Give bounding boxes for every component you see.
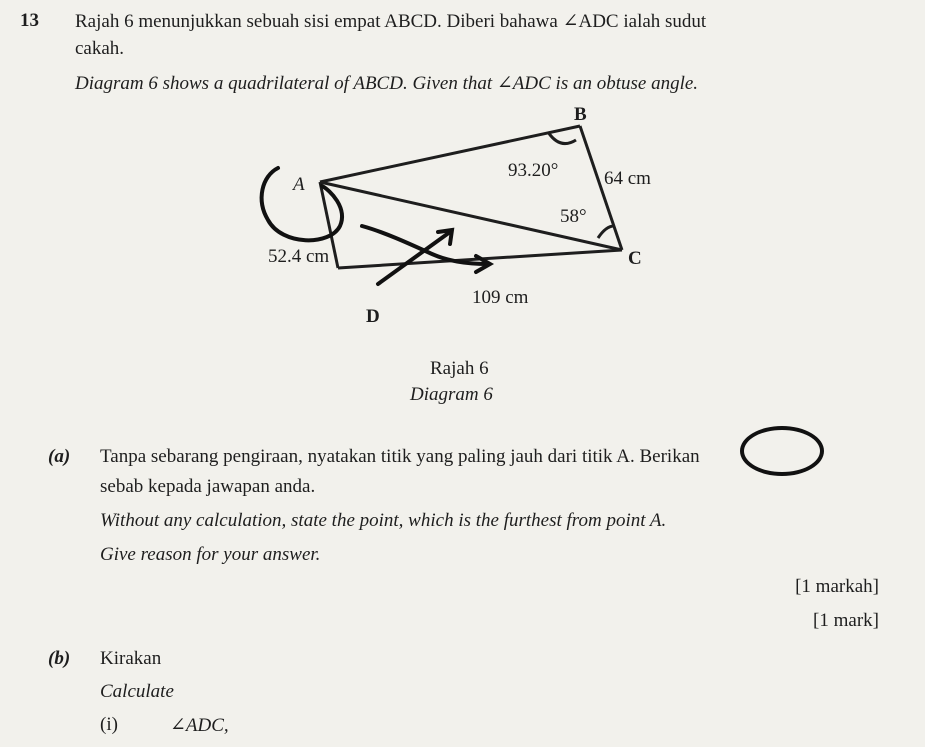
part-a-malay-1: Tanpa sebarang pengiraan, nyatakan titik yang paling jauh dari titik A. Berikan — [100, 446, 700, 467]
vertex-c-label: C — [628, 248, 642, 269]
part-b-malay: Kirakan — [100, 648, 162, 669]
part-b-english: Calculate — [100, 681, 174, 702]
side-bc-label: 64 cm — [604, 168, 651, 189]
vertex-b-label: B — [574, 104, 587, 125]
part-a-english-1: Without any calculation, state the point, which is the furthest from point A. — [100, 510, 667, 531]
part-a-malay-2: sebab kepada jawapan anda. — [100, 476, 316, 497]
side-ad-label: 52.4 cm — [268, 246, 330, 267]
question-number: 13 — [20, 10, 39, 31]
part-b-sub-i-label: (i) — [100, 714, 118, 735]
angle-b-label: 93.20° — [508, 160, 559, 181]
angle-arc-c — [598, 226, 614, 238]
vertex-a-label: A — [293, 174, 305, 195]
vertex-d-label: D — [366, 306, 380, 327]
angle-c-label: 58° — [560, 206, 587, 227]
intro-malay-continued: cakah. — [75, 38, 125, 59]
angle-arc-b — [548, 132, 576, 144]
intro-malay: Rajah 6 menunjukkan sebuah sisi empat ABCD. Diberi bahawa ∠ADC ialah sudut — [75, 11, 707, 32]
part-b-label: (b) — [48, 648, 71, 669]
handwritten-circle-icon — [740, 426, 824, 476]
part-a-label: (a) — [48, 446, 71, 467]
side-dc-label: 109 cm — [472, 287, 529, 308]
caption-english: Diagram 6 — [410, 384, 493, 405]
part-a-english-2: Give reason for your answer. — [100, 544, 321, 565]
caption-malay: Rajah 6 — [430, 358, 489, 379]
part-a-marks-english: [1 mark] — [813, 610, 879, 631]
part-b-sub-i-text: ∠ADC, — [170, 715, 229, 736]
intro-english: Diagram 6 shows a quadrilateral of ABCD. Given that ∠ADC is an obtuse angle. — [75, 73, 699, 94]
part-a-marks-malay: [1 markah] — [795, 576, 879, 597]
